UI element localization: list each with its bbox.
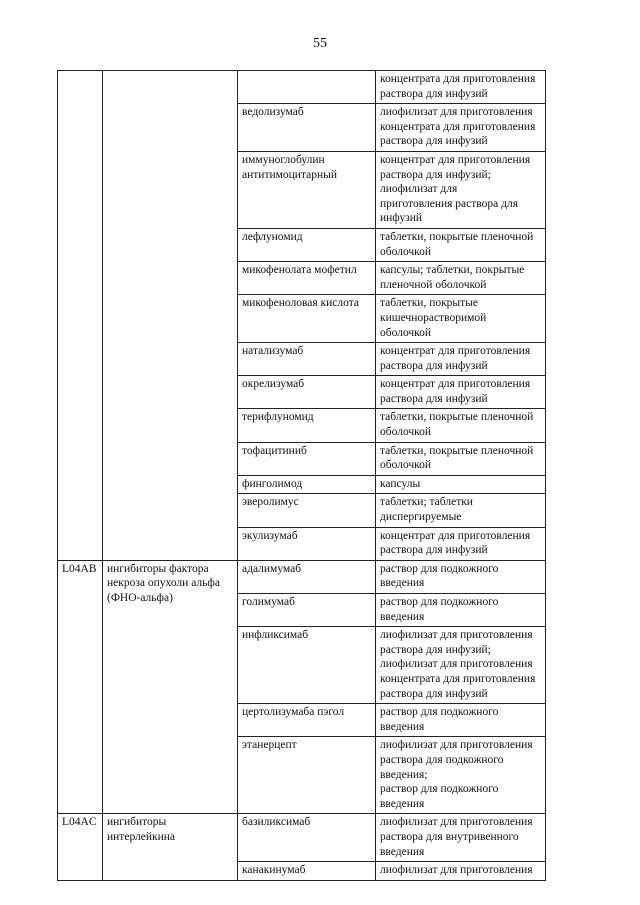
dosage-form-cell: таблетки, покрытые пленочной оболочкой (376, 442, 546, 475)
drug-name-cell: тофацитиниб (238, 442, 376, 475)
drug-name-cell (238, 71, 376, 104)
drug-name-cell: экулизумаб (238, 527, 376, 560)
atc-code-cell: L04AC (58, 814, 103, 880)
dosage-form-cell: таблетки, покрытые пленочной оболочкой (376, 409, 546, 442)
dosage-form-cell: концентрат для приготовления раствора для инфузий (376, 527, 546, 560)
dosage-form-cell: концентрат для приготовления раствора для инфузий (376, 343, 546, 376)
group-name-cell: ингибиторы фактора некроза опухоли альфа (ФНО-альфа) (103, 560, 238, 814)
dosage-form-cell: таблетки; таблетки диспергируемые (376, 494, 546, 527)
drug-name-cell: этанерцепт (238, 737, 376, 814)
drug-name-cell: микофенолата мофетил (238, 262, 376, 295)
table-row (58, 814, 546, 862)
dosage-form-cell: концентрата для приготовления раствора для инфузий (376, 71, 546, 104)
drug-name-cell: ведолизумаб (238, 104, 376, 152)
drug-name-cell: микофеноловая кислота (238, 295, 376, 343)
page-number: 55 (313, 36, 327, 51)
drug-name-cell: инфликсимаб (238, 627, 376, 704)
dosage-form-cell: лиофилизат для приготовления раствора для подкожного введения; раствор для подкожного введения (376, 737, 546, 814)
drug-name-cell: лефлуномид (238, 228, 376, 261)
table-row (58, 560, 546, 593)
dosage-form-cell: лиофилизат для приготовления концентрата для приготовления раствора для инфузий (376, 104, 546, 152)
dosage-form-cell: концентрат для приготовления раствора для инфузий; лиофилизат для приготовления раствора для инфузий (376, 151, 546, 228)
group-name-cell (103, 71, 238, 561)
dosage-form-cell: лиофилизат для приготовления раствора для внутривенного введения (376, 814, 546, 862)
drug-name-cell: натализумаб (238, 343, 376, 376)
drug-name-cell: иммуноглобулин антитимоцитарный (238, 151, 376, 228)
drug-name-cell: базиликсимаб (238, 814, 376, 862)
dosage-form-cell: лиофилизат для приготовления (376, 862, 546, 881)
drug-name-cell: терифлуномид (238, 409, 376, 442)
group-name-cell: ингибиторы интерлейкина (103, 814, 238, 880)
table-row (58, 71, 546, 104)
dosage-form-cell: концентрат для приготовления раствора для инфузий (376, 376, 546, 409)
drug-name-cell: канакинумаб (238, 862, 376, 881)
atc-code-cell (58, 71, 103, 561)
dosage-form-cell: таблетки, покрытые кишечнорастворимой оболочкой (376, 295, 546, 343)
dosage-form-cell: раствор для подкожного введения (376, 704, 546, 737)
drug-name-cell: голимумаб (238, 594, 376, 627)
drug-name-cell: цертолизумаба пэгол (238, 704, 376, 737)
drug-name-cell: эверолимус (238, 494, 376, 527)
dosage-form-cell: раствор для подкожного введения (376, 594, 546, 627)
dosage-form-cell: капсулы (376, 475, 546, 494)
dosage-form-cell: таблетки, покрытые пленочной оболочкой (376, 228, 546, 261)
drug-name-cell: адалимумаб (238, 560, 376, 593)
drug-list-table (57, 70, 546, 881)
dosage-form-cell: капсулы; таблетки, покрытые пленочной оболочкой (376, 262, 546, 295)
dosage-form-cell: лиофилизат для приготовления раствора для инфузий; лиофилизат для приготовления концентрата для приготовления раствора для инфузий (376, 627, 546, 704)
drug-name-cell: финголимод (238, 475, 376, 494)
dosage-form-cell: раствор для подкожного введения (376, 560, 546, 593)
drug-name-cell: окрелизумаб (238, 376, 376, 409)
atc-code-cell: L04AB (58, 560, 103, 814)
